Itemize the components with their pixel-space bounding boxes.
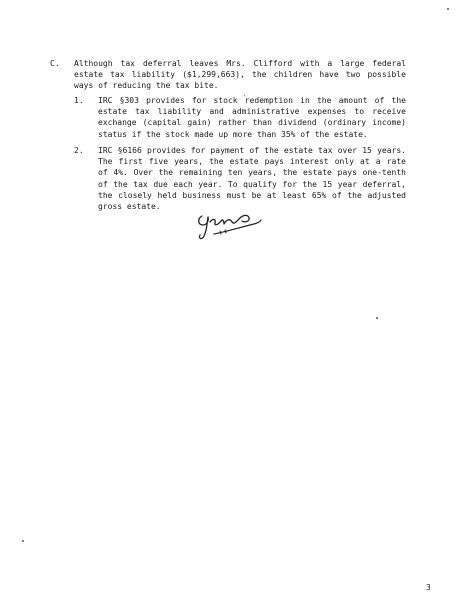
list-item-number: 2. bbox=[74, 146, 84, 155]
list-item-number: 1. bbox=[74, 96, 84, 105]
list-item-text: IRC §6166 provides for payment of the estate tax over 15 years. The first five years, the estate pays interest only at a rate of 4%. Over the remaining ten years, the estate pays one-tenth of the tax due each year. To qualify for the 15 year deferral, the closely held business must be at least 65% of the adjusted gross estate. bbox=[98, 146, 406, 212]
scan-speck bbox=[376, 317, 378, 319]
scan-speck bbox=[447, 8, 449, 10]
scan-speck bbox=[244, 95, 245, 96]
list-item-text: IRC §303 provides for stock redemption in the amount of the estate tax liability and administrative expenses to receive exchange (capital gain) rather than dividend (ordinary income) status if the stock made up more than 35% of the estate. bbox=[98, 96, 406, 139]
scan-speck bbox=[22, 540, 24, 542]
section-letter: C. bbox=[50, 59, 60, 68]
handwritten-signature bbox=[194, 210, 264, 246]
page-number: 3 bbox=[426, 583, 431, 592]
section-paragraph: Although tax deferral leaves Mrs. Clifford with a large federal estate tax liability ($1,299,663), the children have two possible ways of reducing the tax bite. bbox=[74, 59, 406, 91]
